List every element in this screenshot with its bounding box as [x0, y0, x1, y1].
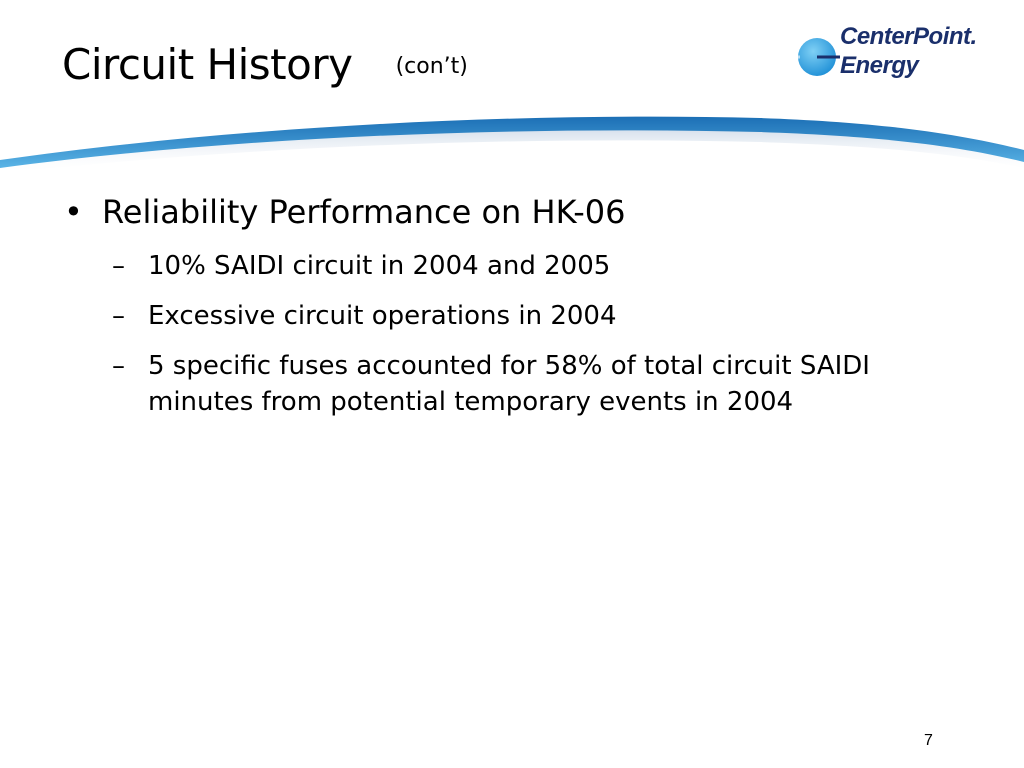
- logo-wordmark: [840, 22, 977, 80]
- sub-bullet-text: Excessive circuit operations in 2004: [148, 301, 617, 331]
- sub-bullet-dash: –: [112, 301, 125, 331]
- slide-body: [60, 190, 980, 420]
- bullet-level-1: [60, 190, 980, 234]
- company-logo: [794, 22, 984, 92]
- logo-line-1: CenterPoint.: [840, 23, 977, 50]
- logo-globe-icon: [794, 34, 840, 80]
- sub-bullet: [60, 298, 938, 334]
- slide-title: [62, 40, 468, 89]
- title-suffix: (con’t): [395, 54, 468, 79]
- bullet-text: Reliability Performance on HK-06: [102, 193, 626, 231]
- sub-bullet: [60, 248, 938, 284]
- title-text: Circuit History: [62, 40, 353, 89]
- sub-bullet-dash: –: [112, 251, 125, 281]
- sub-bullet-text: 5 specific fuses accounted for 58% of total circuit SAIDI minutes from potential temporary events in 2004: [148, 351, 870, 417]
- sub-bullet-text: 10% SAIDI circuit in 2004 and 2005: [148, 251, 611, 281]
- sub-bullet: [60, 348, 938, 420]
- bullet-dot: •: [64, 193, 83, 231]
- header-swoosh-divider: [0, 110, 1024, 180]
- sub-bullet-dash: –: [112, 351, 125, 381]
- logo-line-2: Energy: [840, 52, 919, 79]
- page-number: 7: [924, 732, 933, 749]
